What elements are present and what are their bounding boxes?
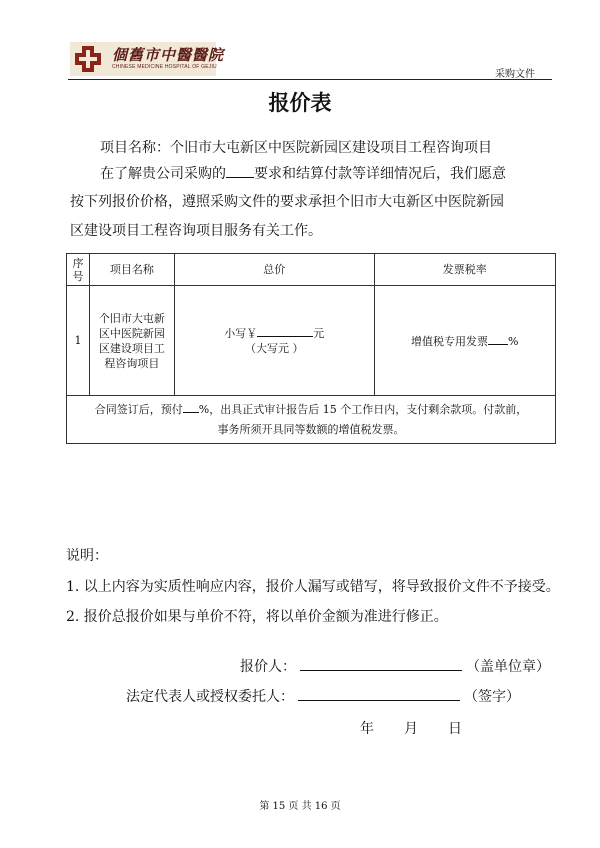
logo-chinese-text: 個舊市中醫醫院 — [112, 46, 225, 64]
page-footer: 第 15 页 共 16 页 — [259, 801, 341, 812]
note-item-1: 1. 以上内容为实质性响应内容，报价人漏写或错写，将导致报价文件不予接受。 — [66, 579, 560, 595]
intro-paragraph-line-1 — [100, 163, 506, 186]
table-header-row — [67, 254, 556, 286]
date-line: 年 月 日 — [360, 721, 462, 737]
representative-blank — [298, 686, 460, 701]
quoter-signature-line: 报价人： （盖单位章） — [240, 656, 550, 676]
header-total-price: 总价 — [174, 254, 374, 286]
quote-table — [66, 253, 556, 444]
table-row — [67, 286, 556, 396]
intro-paragraph-line-2: 按下列报价价格，遵照采购文件的要求承担个旧市大屯新区中医院新园 — [70, 194, 504, 210]
header-project-name: 项目名称 — [89, 254, 174, 286]
payment-terms-row — [67, 396, 556, 444]
row-tax-rate: 增值税专用发票 % — [374, 286, 555, 396]
upper-amount-line: （大写元 ） — [244, 342, 304, 355]
prepay-blank — [183, 401, 199, 413]
intro-paragraph-line-3: 区建设项目工程咨询项目服务有关工作。 — [70, 223, 322, 239]
lower-amount-line: 小写￥ 元 — [224, 327, 325, 340]
header-divider — [68, 79, 552, 80]
payment-terms: 合同签订后，预付 %，出具正式审计报告后 15 个工作日内，支付剩余款项。付款前， 事务所须开具同等数额的增值税发票。 — [67, 396, 556, 444]
header-seq: 序号 — [67, 254, 90, 286]
row-seq: 1 — [67, 286, 90, 396]
intro-blank — [226, 163, 254, 178]
quoter-blank — [300, 656, 462, 671]
intro-text-a: 在了解贵公司采购的 — [100, 166, 226, 182]
lower-amount-blank — [257, 325, 313, 337]
logo-english-text: CHINESE MEDICINE HOSPITAL OF GEJIU — [112, 64, 217, 70]
page-title: 报价表 — [268, 91, 332, 115]
note-item-2: 2. 报价总报价如果与单价不符，将以单价金额为准进行修正。 — [66, 609, 448, 625]
document-type-label: 采购文件 — [495, 69, 535, 80]
project-name-line: 项目名称：个旧市大屯新区中医院新园区建设项目工程咨询项目 — [100, 140, 492, 156]
header-tax-rate: 发票税率 — [374, 254, 555, 286]
intro-text-b: 要求和结算付款等详细情况后，我们愿意 — [254, 166, 506, 182]
row-project-name: 个旧市大屯新区中医院新园区建设项目工程咨询项目 — [89, 286, 174, 396]
representative-signature-line: 法定代表人或授权委托人： （签字） — [126, 686, 520, 706]
row-total-price — [174, 286, 374, 396]
notes-title: 说明： — [66, 548, 108, 564]
tax-rate-blank — [488, 333, 508, 345]
